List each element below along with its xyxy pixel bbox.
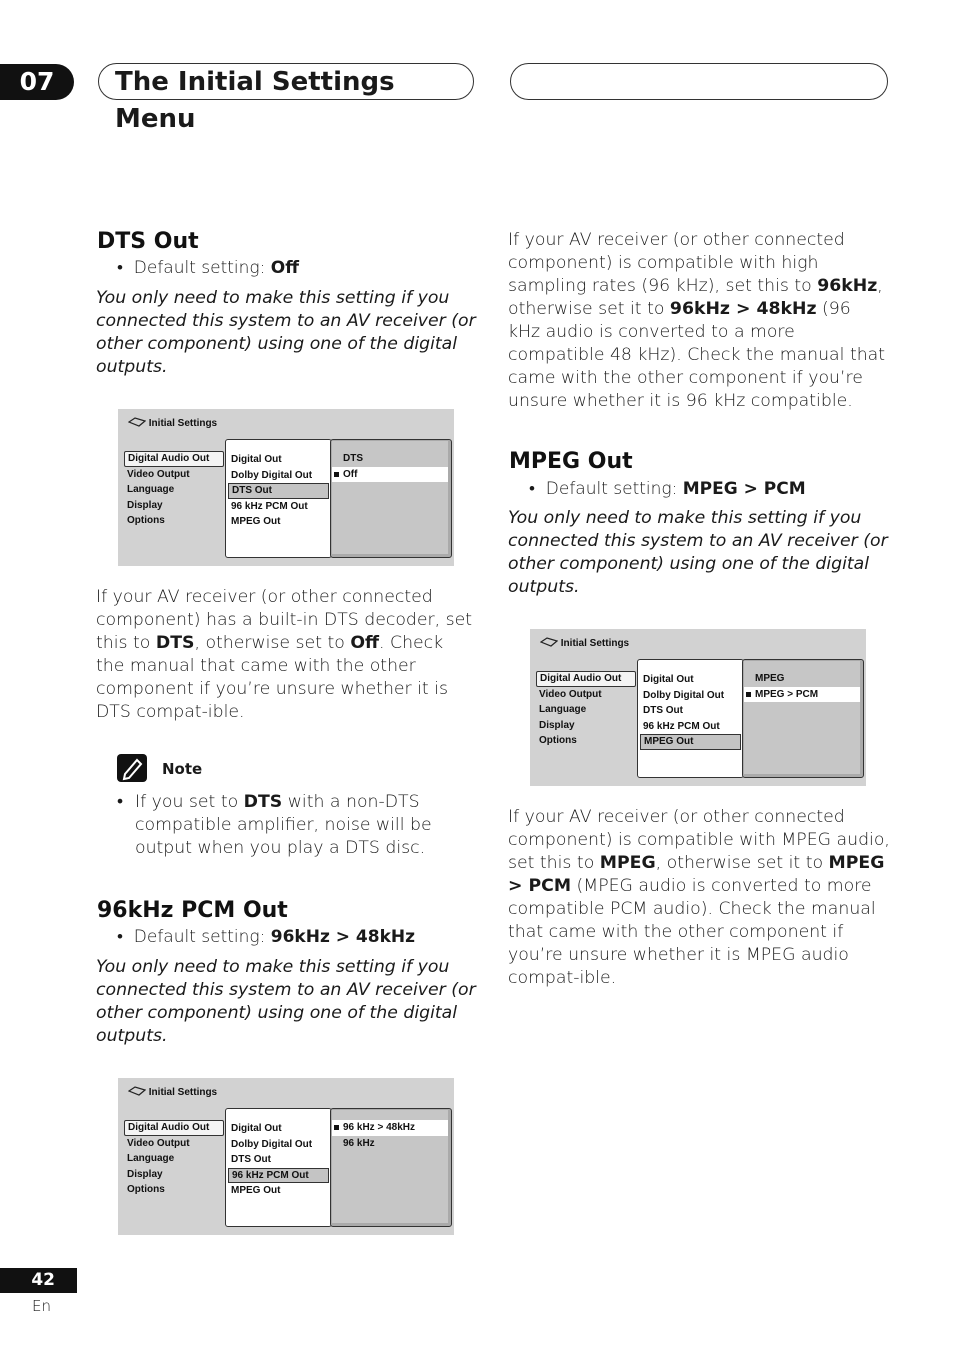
submenu-item-mpeg-out[interactable]: MPEG Out [231,1185,281,1196]
dts-intro: You only need to make this setting if you connected this system to an AV receiver (or other component) using one of the digital outputs. [96,288,476,377]
menu-item-video-output[interactable]: Video Output [539,688,602,700]
menu-item-video-output[interactable]: Video Output [127,468,190,480]
menu-item-options[interactable]: Options [539,735,577,746]
chapter-number: 07 [0,64,74,100]
options-list [330,439,452,558]
submenu-item-96khz-pcm-out[interactable]: 96 kHz PCM Out [231,500,308,512]
panel-header: Initial Settings [128,1086,217,1098]
panel-header: Initial Settings [540,637,629,649]
menu-item-display[interactable]: Display [127,1168,163,1180]
submenu-item-96khz-pcm-out[interactable]: 96 kHz PCM Out [643,720,720,732]
mpeg-intro: You only need to make this setting if you connected this system to an AV receiver (or other component) using one of the digital outputs. [508,508,888,597]
dts-body: If your AV receiver (or other connected component) has a built-in DTS decoder, set this to DTS, otherwise set to Off. Check the manual that came with the other component if you’re unsure whether it is DTS compat-ible. [96,587,473,722]
menu-item-display[interactable]: Display [127,499,163,511]
submenu-item-dts-out[interactable]: DTS Out [231,1154,271,1165]
note-label: Note [162,760,203,778]
submenu-item-96khz-pcm-out[interactable]: 96 kHz PCM Out [228,1168,329,1184]
options-list [742,659,864,778]
note-bullet: • [117,792,124,812]
dts-default: • Default setting: Off [117,258,299,278]
mpeg-heading: MPEG Out [509,449,633,474]
submenu-item-mpeg-out[interactable]: MPEG Out [640,734,741,750]
submenu [225,1108,332,1227]
dts-heading: DTS Out [97,229,199,254]
pcm-body: If your AV receiver (or other connected component) is compatible with high sampling rates (96 kHz), set this to 96kHz, otherwise set it to 96kHz > 48kHz (96 kHz audio is converted to a more compatible 48 kHz). Check the manual that came with the other component if you’re unsure whether it is 96 kHz compatible. [508,230,886,411]
menu-item-options[interactable]: Options [127,515,165,526]
menu-item-digital-audio-out[interactable]: Digital Audio Out [536,671,636,687]
page-number: 42 [0,1268,77,1293]
pencil-icon [117,754,147,782]
submenu-item-digital-out[interactable]: Digital Out [231,1123,282,1134]
main-menu [124,1120,224,1198]
mpeg-body: If your AV receiver (or other connected component) is compatible with MPEG audio, set this to MPEG, otherwise set it to MPEG > PCM (MPEG audio is converted to more compatible PCM audio). Check the manual that came with the other component if you’re unsure whether it is MPEG audio compat-ible. [508,807,890,988]
pcm-heading: 96kHz PCM Out [97,898,288,923]
disc-settings-icon [128,417,146,427]
menu-item-video-output[interactable]: Video Output [127,1137,190,1149]
page-title: The Initial Settings Menu [98,63,474,100]
submenu-item-dolby-digital-out[interactable]: Dolby Digital Out [231,469,313,481]
menu-item-language[interactable]: Language [127,1153,175,1164]
main-menu [124,451,224,529]
submenu-item-dts-out[interactable]: DTS Out [228,483,329,499]
main-menu [536,671,636,749]
disc-settings-icon [540,637,558,647]
language-code: En [32,1297,51,1315]
menu-item-digital-audio-out[interactable]: Digital Audio Out [124,1120,224,1136]
option-96khz-48khz[interactable]: 96 kHz > 48kHz [332,1120,448,1136]
menu-item-display[interactable]: Display [539,719,575,731]
menu-item-digital-audio-out[interactable]: Digital Audio Out [124,451,224,467]
dts-settings-panel [118,409,454,566]
option-mpeg-pcm[interactable]: MPEG > PCM [744,687,860,703]
submenu [637,659,744,778]
submenu-item-dolby-digital-out[interactable]: Dolby Digital Out [231,1138,313,1150]
panel-header: Initial Settings [128,417,217,429]
submenu-item-dts-out[interactable]: DTS Out [643,705,683,716]
menu-item-language[interactable]: Language [539,704,587,715]
submenu-item-digital-out[interactable]: Digital Out [643,674,694,685]
disc-settings-icon [128,1086,146,1096]
option-96khz[interactable]: 96 kHz [343,1137,375,1149]
pcm-default: • Default setting: 96kHz > 48kHz [117,927,416,947]
submenu-item-digital-out[interactable]: Digital Out [231,454,282,465]
header-blank-box [510,63,888,100]
mpeg-settings-panel [530,629,866,786]
option-dts[interactable]: DTS [343,453,363,464]
mpeg-default: • Default setting: MPEG > PCM [529,479,806,499]
submenu [225,439,332,558]
submenu-item-dolby-digital-out[interactable]: Dolby Digital Out [643,689,725,701]
note-text: If you set to DTS with a non-DTS compatible amplifier, noise will be output when you play a DTS disc. [135,792,432,858]
pcm-intro: You only need to make this setting if you connected this system to an AV receiver (or other component) using one of the digital outputs. [96,957,476,1046]
menu-item-options[interactable]: Options [127,1184,165,1195]
menu-item-language[interactable]: Language [127,484,175,495]
option-off[interactable]: Off [332,467,448,483]
options-list [330,1108,452,1227]
option-mpeg[interactable]: MPEG [755,673,785,684]
submenu-item-mpeg-out[interactable]: MPEG Out [231,516,281,527]
pcm-settings-panel [118,1078,454,1235]
